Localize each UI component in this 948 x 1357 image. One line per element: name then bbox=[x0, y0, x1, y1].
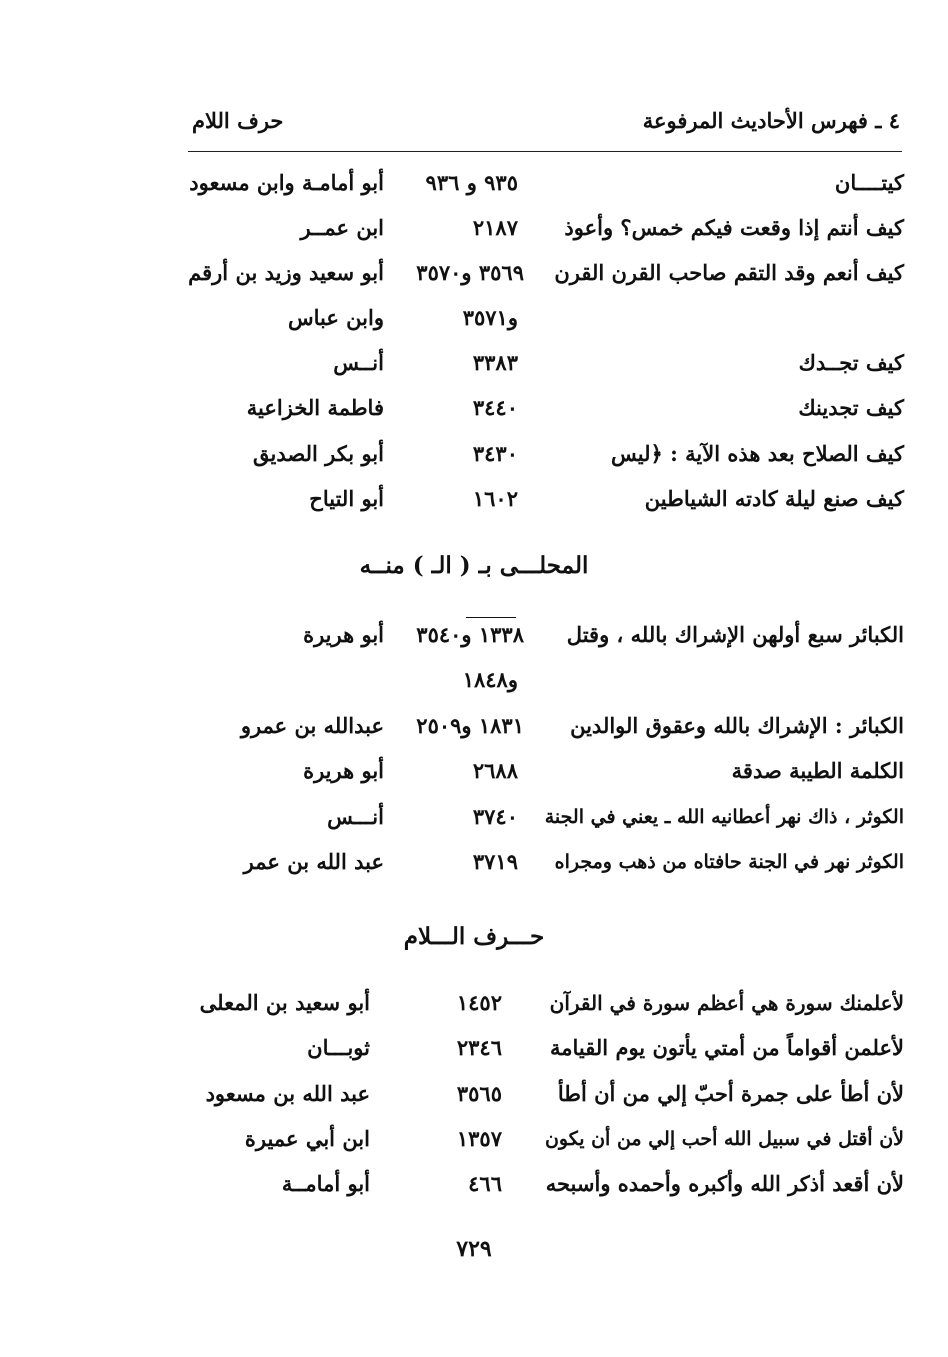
index-entry bbox=[0, 388, 948, 432]
index-entry bbox=[0, 479, 948, 523]
hadith-number: و٣٥٧١ bbox=[462, 305, 518, 330]
hadith-text: الكبائر : الإشراك بالله وعقوق الوالدين bbox=[570, 713, 904, 738]
narrator: أبو أمامــة bbox=[281, 1171, 370, 1196]
hadith-number: ١٨٣١ و٢٥٠٩ bbox=[416, 713, 524, 738]
index-entry bbox=[0, 434, 948, 478]
index-entry bbox=[0, 1119, 948, 1163]
index-entry bbox=[0, 751, 948, 795]
hadith-number: ٣٥٦٥ bbox=[456, 1081, 502, 1106]
hadith-number: ٣٧١٩ bbox=[472, 849, 518, 874]
hadith-text: كيف تجدينك bbox=[798, 395, 904, 420]
index-entry bbox=[0, 983, 948, 1027]
index-entry-continuation bbox=[0, 660, 948, 704]
hadith-number: ١٣٥٧ bbox=[456, 1126, 502, 1151]
narrator: عبدالله بن عمرو bbox=[240, 713, 384, 738]
hadith-text: الكوثر ، ذاك نهر أعطانيه الله ـ يعني في الجنة bbox=[544, 806, 904, 828]
hadith-number: ٢٦٨٨ bbox=[472, 758, 518, 783]
hadith-number: و١٨٤٨ bbox=[462, 667, 518, 692]
narrator: أبو هريرة bbox=[303, 758, 384, 783]
section-heading: حـــرف الـــلام bbox=[403, 923, 545, 950]
section-heading: المحلـــى بـ ( الـ ) منــه bbox=[359, 552, 589, 579]
narrator: أبو بكر الصديق bbox=[252, 441, 384, 466]
index-entry bbox=[0, 1028, 948, 1072]
narrator: ابن أبي عميرة bbox=[244, 1126, 370, 1151]
hadith-number: ١٣٣٨ و٣٥٤٠ bbox=[416, 622, 524, 647]
index-entry bbox=[0, 615, 948, 659]
narrator: عبد الله بن مسعود bbox=[205, 1081, 370, 1106]
hadith-text: كيف الصلاح بعد هذه الآية : ﴿ليس bbox=[610, 441, 904, 466]
index-entry bbox=[0, 706, 948, 750]
narrator: أنــس bbox=[333, 350, 384, 375]
index-entry bbox=[0, 208, 948, 252]
hadith-number: ٣٧٤٠ bbox=[472, 804, 518, 829]
index-entry bbox=[0, 343, 948, 387]
index-entry bbox=[0, 253, 948, 297]
hadith-text: كيف أنتم إذا وقعت فيكم خمس؟ وأعوذ bbox=[564, 215, 904, 240]
hadith-text: كيتــــان bbox=[834, 170, 904, 195]
hadith-number: ١٤٥٢ bbox=[456, 990, 502, 1015]
hadith-text: كيف تجــدك bbox=[798, 350, 904, 375]
hadith-text: كيف أنعم وقد التقم صاحب القرن القرن bbox=[554, 260, 904, 285]
hadith-text: لأعلمنك سورة هي أعظم سورة في القرآن bbox=[549, 991, 904, 1015]
narrator: فاطمة الخزاعية bbox=[246, 395, 384, 420]
running-header-section: ٤ ـ فهرس الأحاديث المرفوعة bbox=[642, 108, 900, 133]
page-number: ٧٢٩ bbox=[456, 1236, 492, 1262]
hadith-number: ٤٦٦ bbox=[468, 1171, 502, 1196]
hadith-text: كيف صنع ليلة كادته الشياطين bbox=[644, 486, 904, 511]
hadith-text: الكلمة الطيبة صدقة bbox=[731, 758, 904, 783]
narrator: ثوبـــان bbox=[307, 1035, 370, 1060]
index-entry bbox=[0, 1074, 948, 1118]
index-entry bbox=[0, 163, 948, 207]
hadith-number: ٣٤٤٠ bbox=[472, 395, 518, 420]
hadith-text: لأن أقعد أذكر الله وأكبره وأحمده وأسبحه bbox=[545, 1171, 904, 1196]
narrator: أبو هريرة bbox=[303, 622, 384, 647]
hadith-text: لأن أقتل في سبيل الله أحب إلي من أن يكون bbox=[544, 1128, 904, 1150]
index-entry bbox=[0, 1164, 948, 1208]
index-entry bbox=[0, 842, 948, 886]
hadith-number: ٣٥٦٩ و٣٥٧٠ bbox=[416, 260, 524, 285]
hadith-number: ٢٣٤٦ bbox=[456, 1035, 502, 1060]
hadith-text: لأعلمن أقواماً من أمتي يأتون يوم القيامة bbox=[550, 1035, 904, 1060]
narrator: أبو سعيد بن المعلى bbox=[199, 990, 370, 1015]
hadith-number: ٣٣٨٣ bbox=[472, 350, 518, 375]
hadith-number: ٣٤٣٠ bbox=[472, 441, 518, 466]
hadith-text: الكبائر سبع أولهن الإشراك بالله ، وقتل bbox=[566, 622, 904, 647]
narrator: أبو أمامـة وابن مسعود bbox=[189, 170, 384, 195]
hadith-number: ٢١٨٧ bbox=[472, 215, 518, 240]
hadith-number: ١٦٠٢ bbox=[472, 486, 518, 511]
narrator: أبو سعيد وزيد بن أرقم bbox=[188, 260, 384, 285]
hadith-text: لأن أطأ على جمرة أحبّ إلي من أن أطأ bbox=[557, 1081, 904, 1106]
index-entry-continuation bbox=[0, 298, 948, 342]
running-header-chapter: حرف اللام bbox=[192, 108, 284, 133]
narrator: أنـــس bbox=[327, 804, 384, 829]
narrator: ابن عمــر bbox=[300, 215, 384, 240]
header-rule bbox=[188, 151, 902, 152]
narrator: وابن عباس bbox=[287, 305, 384, 330]
hadith-text: الكوثر نهر في الجنة حافتاه من ذهب ومجراه bbox=[554, 851, 904, 873]
index-entry bbox=[0, 797, 948, 841]
narrator: أبو التياح bbox=[309, 486, 384, 511]
hadith-number: ٩٣٥ و ٩٣٦ bbox=[425, 170, 518, 195]
narrator: عبد الله بن عمر bbox=[243, 849, 384, 874]
